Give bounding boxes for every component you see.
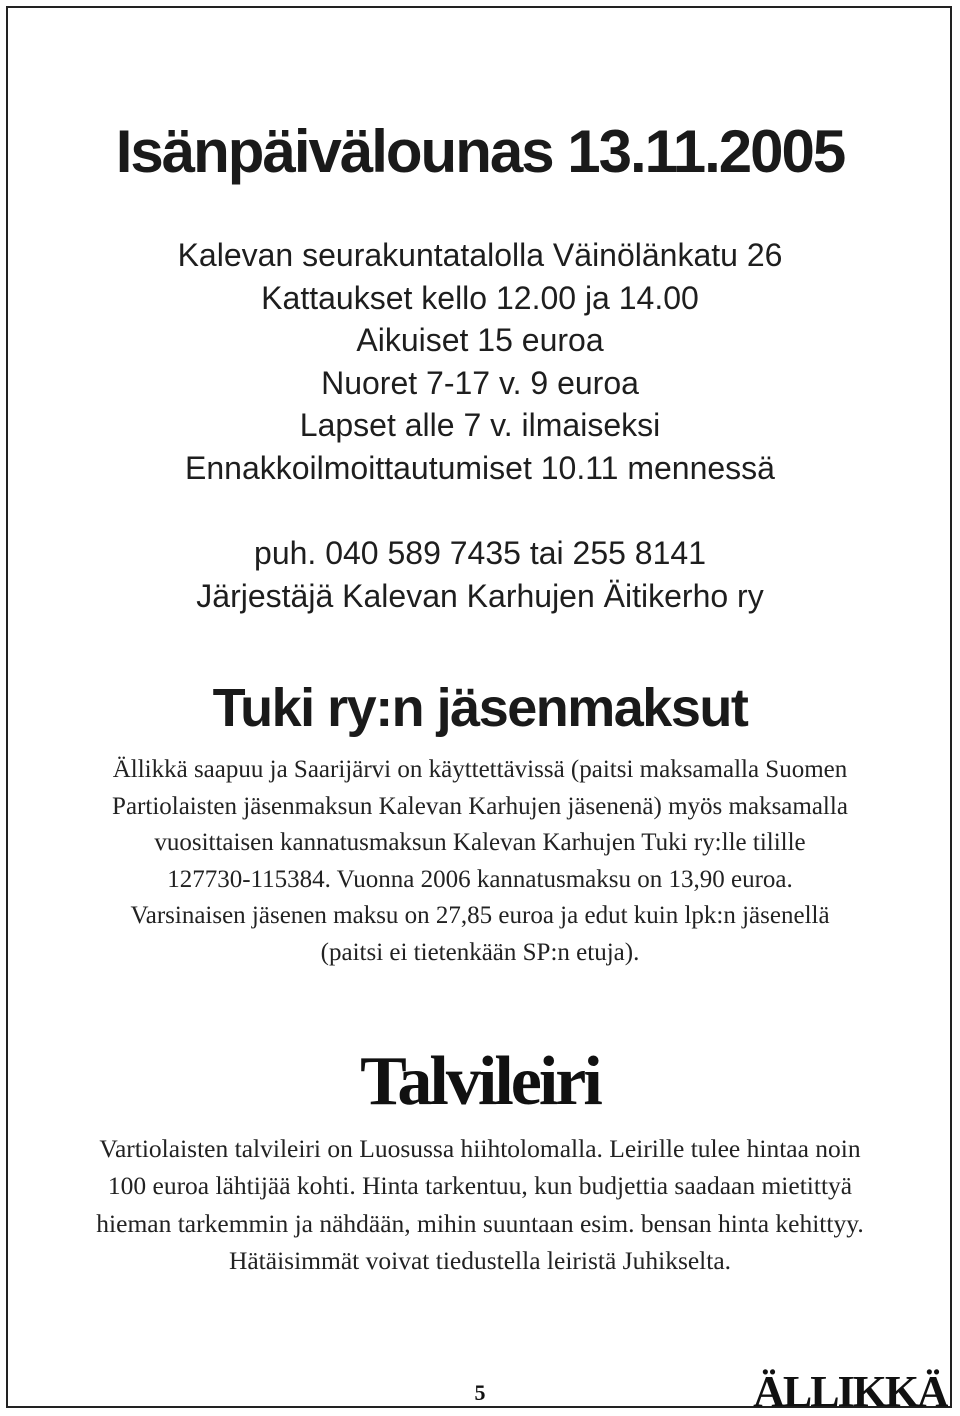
winter-camp-line: hieman tarkemmin ja nähdään, mihin suuntaan esim. bensan hinta kehittyy.: [96, 1208, 864, 1238]
event-price-youth: Nuoret 7-17 v. 9 euroa: [321, 364, 639, 401]
membership-title: Tuki ry:n jäsenmaksut: [212, 678, 748, 738]
membership-line: Partiolaisten jäsenmaksun Kalevan Karhujen jäsenenä) myös maksamalla: [112, 792, 848, 820]
event-contact: [0, 532, 960, 618]
membership-line: Varsinaisen jäsenen maksu on 27,85 euroa ja edut kuin lpk:n jäsenellä: [130, 902, 830, 930]
membership-line: (paitsi ei tietenkään SP:n etuja).: [320, 938, 640, 966]
winter-camp-text: [0, 1130, 960, 1279]
event-title: Isänpäivälounas 13.11.2005: [115, 118, 845, 185]
winter-camp-line: Hätäisimmät voivat tiedustella leiristä Juhikselta.: [228, 1245, 732, 1275]
winter-camp-title: Talvileiri: [360, 1043, 600, 1120]
allikka-logo: [752, 1362, 948, 1412]
event-price-adults: Aikuiset 15 euroa: [356, 322, 604, 358]
membership-line: 127730-115384. Vuonna 2006 kannatusmaksu on 13,90 euroa.: [167, 865, 793, 893]
contact-phone: puh. 040 589 7435 tai 255 8141: [254, 535, 706, 571]
event-details: [0, 234, 960, 489]
logo-text: ÄLLIKKÄ: [753, 1367, 947, 1412]
contact-organizer: Järjestäjä Kalevan Karhujen Äitikerho ry: [196, 578, 764, 614]
event-times: Kattaukset kello 12.00 ja 14.00: [261, 279, 699, 316]
winter-camp-line: Vartiolaisten talvileiri on Luosussa hiihtolomalla. Leirille tulee hintaa noin: [99, 1134, 861, 1163]
membership-line: vuosittaisen kannatusmaksun Kalevan Karhujen Tuki ry:lle tilille: [154, 829, 806, 857]
page-number: 5: [474, 1380, 486, 1405]
winter-camp-line: 100 euroa lähtijää kohti. Hinta tarkentuu, kun budjettia saadaan mietittyä: [107, 1171, 853, 1201]
event-location: Kalevan seurakuntatalolla Väinölänkatu 26: [177, 237, 783, 273]
membership-line: Ällikkä saapuu ja Saarijärvi on käyttettävissä (paitsi maksamalla Suomen: [112, 756, 848, 783]
membership-text: [0, 752, 960, 972]
event-registration: Ennakkoilmoittautumiset 10.11 mennessä: [185, 449, 775, 486]
event-price-children: Lapset alle 7 v. ilmaiseksi: [299, 407, 661, 443]
